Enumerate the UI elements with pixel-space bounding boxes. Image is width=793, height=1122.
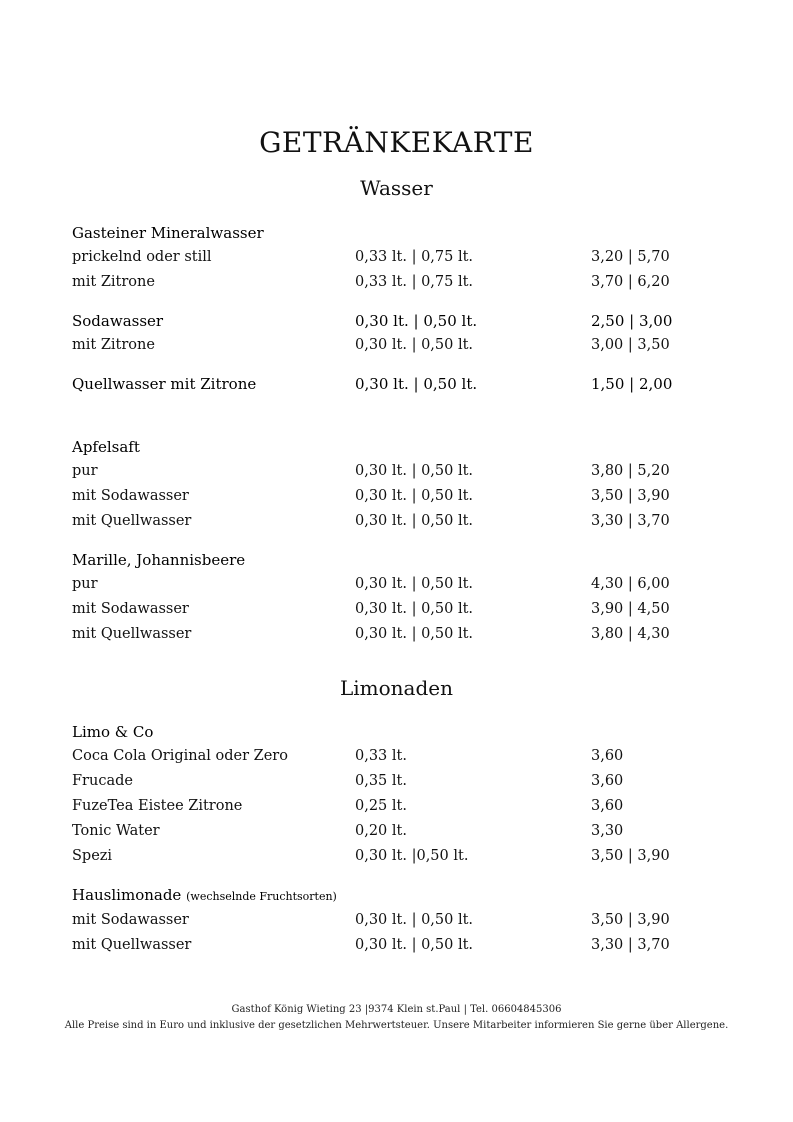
item-name: mit Quellwasser [72, 513, 192, 529]
item-size: 0,30 lt. | 0,50 lt. [355, 463, 474, 479]
item-size: 0,30 lt. | 0,50 lt. [355, 337, 474, 353]
item-price: 3,50 | 3,90 [591, 848, 670, 864]
menu-row [72, 488, 692, 512]
item-name: Tonic Water [72, 823, 160, 839]
item-name: mit Quellwasser [72, 937, 192, 953]
category-name: Gasteiner Mineralwasser [72, 224, 264, 242]
item-name: mit Sodawasser [72, 601, 189, 617]
item-size: 0,20 lt. [355, 823, 407, 839]
section-title-limonaden: Limonaden [339, 676, 453, 700]
item-price: 3,50 | 3,90 [591, 912, 670, 928]
item-price: 4,30 | 6,00 [591, 576, 670, 592]
item-name: prickelnd oder still [72, 249, 212, 265]
menu-row [72, 601, 692, 625]
item-price: 3,90 | 4,50 [591, 601, 670, 617]
item-price: 3,60 [591, 798, 624, 814]
item-price: 3,80 | 5,20 [591, 463, 670, 479]
item-size: 0,33 lt. | 0,75 lt. [355, 274, 474, 290]
item-price: 3,70 | 6,20 [591, 274, 670, 290]
item-size: 0,30 lt. | 0,50 lt. [355, 375, 478, 393]
menu-row [72, 937, 692, 961]
item-price: 3,00 | 3,50 [591, 337, 670, 353]
item-size: 0,25 lt. [355, 798, 407, 814]
item-price: 3,30 | 3,70 [591, 937, 670, 953]
item-size: 0,33 lt. | 0,75 lt. [355, 249, 474, 265]
page-title: GETRÄNKEKARTE [259, 126, 534, 159]
item-name: mit Zitrone [72, 337, 155, 353]
item-price: 3,30 [591, 823, 624, 839]
category-name: Apfelsaft [72, 438, 140, 456]
category-name: Marille, Johannisbeere [72, 551, 246, 569]
item-name: mit Sodawasser [72, 912, 189, 928]
menu-row [72, 576, 692, 600]
item-price: 3,60 [591, 748, 624, 764]
item-price: 1,50 | 2,00 [591, 375, 673, 393]
item-price: 3,60 [591, 773, 624, 789]
menu-row [72, 912, 692, 936]
menu-row [72, 513, 692, 537]
item-size: 0,30 lt. | 0,50 lt. [355, 513, 474, 529]
footer-disclaimer: Alle Preise sind in Euro und inklusive der gesetzlichen Mehrwertsteuer. Unsere Mitarbeiter informieren Sie gerne über Allergene. [64, 1020, 729, 1031]
footer-address: Gasthof König Wieting 23 |9374 Klein st.Paul | Tel. 06604845306 [231, 1004, 562, 1015]
menu-row [72, 798, 692, 822]
item-size: 0,30 lt. | 0,50 lt. [355, 312, 478, 330]
item-size: 0,33 lt. [355, 748, 407, 764]
menu-row [72, 773, 692, 797]
menu-row [72, 823, 692, 847]
menu-row [72, 337, 692, 361]
item-size: 0,30 lt. | 0,50 lt. [355, 937, 474, 953]
menu-row [72, 626, 692, 650]
item-name: FuzeTea Eistee Zitrone [72, 798, 243, 814]
item-name: mit Quellwasser [72, 626, 192, 642]
category-heading-limo-co [72, 723, 692, 747]
item-size: 0,30 lt. |0,50 lt. [355, 848, 469, 864]
item-name: Frucade [72, 773, 133, 789]
item-size: 0,30 lt. | 0,50 lt. [355, 576, 474, 592]
category-heading-apfelsaft [72, 438, 692, 462]
item-price: 3,20 | 5,70 [591, 249, 670, 265]
item-name: mit Sodawasser [72, 488, 189, 504]
category-note: (wechselnde Fruchtsorten) [186, 890, 337, 903]
category-name [72, 886, 337, 904]
menu-row [72, 249, 692, 273]
category-heading-sodawasser [72, 312, 692, 336]
item-price: 3,30 | 3,70 [591, 513, 670, 529]
item-name: mit Zitrone [72, 274, 155, 290]
item-name: Coca Cola Original oder Zero [72, 748, 288, 764]
item-size: 0,30 lt. | 0,50 lt. [355, 601, 474, 617]
menu-row [72, 748, 692, 772]
menu-row [72, 848, 692, 872]
item-size: 0,30 lt. | 0,50 lt. [355, 488, 474, 504]
item-size: 0,30 lt. | 0,50 lt. [355, 912, 474, 928]
category-name: Sodawasser [72, 312, 164, 330]
item-size: 0,35 lt. [355, 773, 407, 789]
menu-row [72, 463, 692, 487]
section-title-wasser: Wasser [360, 176, 433, 200]
item-name: pur [72, 463, 98, 479]
category-heading-gasteiner [72, 224, 692, 248]
category-name: Limo & Co [72, 723, 154, 741]
category-heading-hauslimonade [72, 886, 692, 910]
category-heading-quellwasser [72, 375, 692, 399]
item-price: 3,50 | 3,90 [591, 488, 670, 504]
category-heading-marille [72, 551, 692, 575]
category-name: Quellwasser mit Zitrone [72, 375, 257, 393]
menu-row [72, 274, 692, 298]
category-label: Hauslimonade [72, 886, 182, 904]
item-size: 0,30 lt. | 0,50 lt. [355, 626, 474, 642]
item-name: Spezi [72, 848, 113, 864]
item-price: 3,80 | 4,30 [591, 626, 670, 642]
item-price: 2,50 | 3,00 [591, 312, 673, 330]
item-name: pur [72, 576, 98, 592]
